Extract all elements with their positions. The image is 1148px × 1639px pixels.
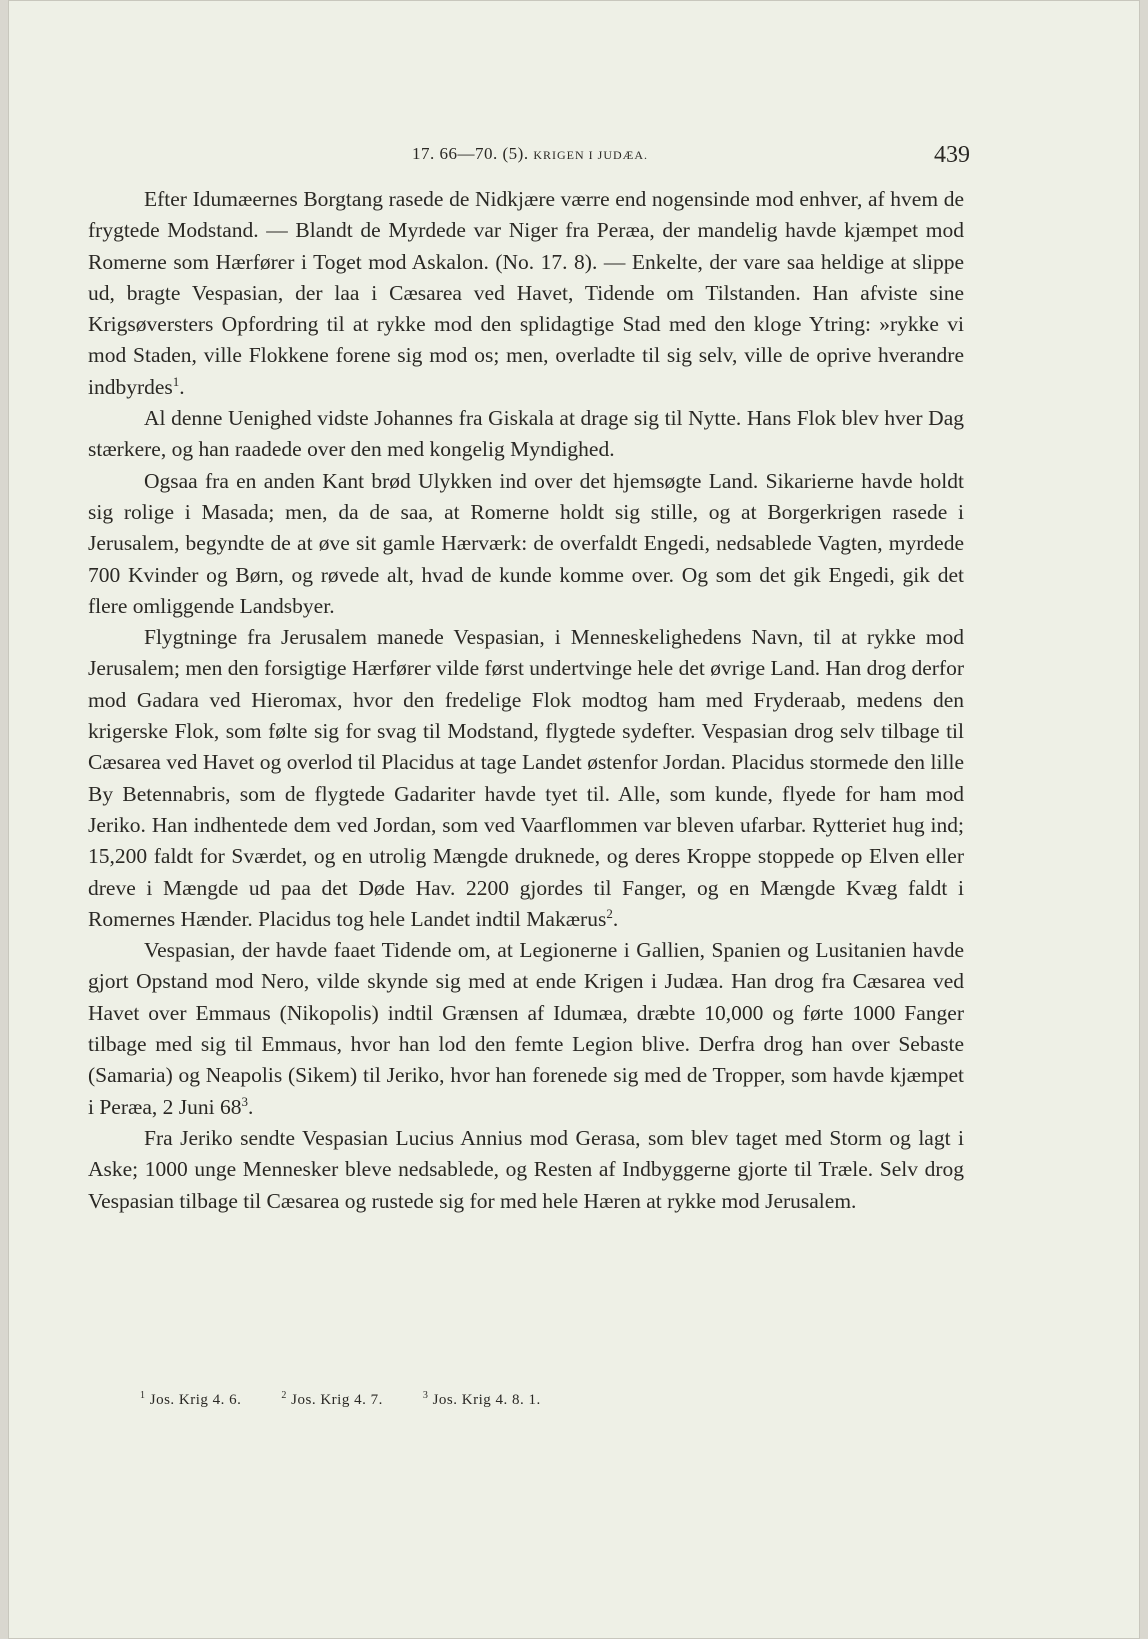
- footnote-mark: 1: [140, 1390, 146, 1401]
- footnote: [423, 1392, 541, 1408]
- footnote: [140, 1392, 241, 1408]
- footnote-text: Jos. Krig 4. 6.: [145, 1392, 242, 1408]
- footnote-ref: 2: [606, 905, 613, 921]
- paragraph-text: Al denne Uenighed vidste Johannes fra Giskala at drage sig til Nytte. Hans Flok blev hver Dag stærkere, og han raadede over den med kongelig Myndighed.: [88, 406, 964, 462]
- footnote-mark: 3: [422, 1390, 429, 1401]
- paragraph: [88, 622, 964, 935]
- paragraph: [88, 466, 964, 622]
- running-head-title: [90, 144, 970, 164]
- chapter-title: KRIGEN I JUDÆA.: [533, 148, 648, 162]
- footnote: [281, 1392, 382, 1408]
- paragraph: [88, 184, 964, 403]
- paragraph: [88, 935, 964, 1123]
- footnotes: [140, 1390, 581, 1409]
- body-text: [88, 184, 964, 1217]
- paragraph: [88, 1123, 964, 1217]
- book-page: [8, 0, 1140, 1639]
- paragraph-text: Fra Jeriko sendte Vespasian Lucius Annius mod Gerasa, som blev taget med Storm og lagt i Aske; 1000 unge Mennesker bleve nedsablede, og Resten af Indbyggerne gjorte til Træle. Selv drog Vespasian tilbage til Cæsarea og rustede sig for med hele Hæren at rykke mod Jerusalem.: [88, 1125, 964, 1213]
- paragraph-text: Vespasian, der havde faaet Tidende om, at Legionerne i Gallien, Spanien og Lusitanien havde gjort Opstand mod Nero, vilde skynde sig med at ende Krigen i Judæa. Han drog fra Cæsarea ved Havet over Emmaus (Nikopolis) indtil Grænsen af Idumæa, dræbte 10,000 og førte 1000 Fanger tilbage med sig til Emmaus, hvor han lod den femte Legion blive. Derfra drog han over Sebaste (Samaria) og Neapolis (Sikem) til Jeriko, hvor han forenede sig med de Tropper, som havde kjæmpet i Peræa, 2 Juni 68: [88, 938, 964, 1119]
- footnote-ref: 1: [172, 373, 180, 389]
- footnote-ref: 3: [241, 1093, 248, 1109]
- paragraph-text: Flygtninge fra Jerusalem manede Vespasian, i Menneskelighedens Navn, til at rykke mod Jerusalem; men den forsigtige Hærfører vilde først undertvinge hele det øvrige Land. Han drog derfor mod Gadara ved Hieromax, hvor den fredelige Flok modtog ham med Fryderaab, medens den krigerske Flok, som følte sig for svag til Modstand, flygtede sydefter. Vespasian drog selv tilbage til Cæsarea ved Havet og overlod til Placidus at tage Landet østenfor Jordan. Placidus stormede den lille By Betennabris, som de flygtede Gadariter havde tyet til. Alle, som kunde, flyede for ham mod Jeriko. Han indhentede dem ved Jordan, som ved Vaarflommen var bleven ufarbar. Rytteriet hug ind; 15,200 faldt for Sværdet, og en utrolig Mængde druknede, og deres Kroppe stoppede op Elven eller dreve i Mængde ud paa det Døde Hav. 2200 gjordes til Fanger, og en Mængde Kvæg faldt i Romernes Hænder. Placidus tog hele Landet indtil Makærus: [88, 625, 964, 931]
- footnote-text: Jos. Krig 4. 8. 1.: [428, 1392, 541, 1408]
- paragraph-text: .: [612, 906, 619, 931]
- paragraph-text: Efter Idumæernes Borgtang rasede de Nidkjære værre end nogensinde mod enhver, af hvem de frygtede Modstand. — Blandt de Myrdede var Niger fra Peræa, der mandelig havde kjæmpet mod Romerne som Hærfører i Toget mod Askalon. (No. 17. 8). — Enkelte, der vare saa heldige at slippe ud, bragte Vespasian, der laa i Cæsarea ved Havet, Tidende om Tilstanden. Han afviste sine Krigsøversters Opfordring til at rykke mod den splidagtige Stad med den kloge Ytring: »rykke vi mod Staden, ville Flokkene forene sig mod os; men, overladte til sig selv, ville de oprive hverandre indbyrdes: [88, 187, 964, 399]
- running-head: [90, 136, 970, 176]
- paragraph-text: .: [247, 1094, 254, 1119]
- chapter-reference: 17. 66—70. (5).: [412, 144, 529, 163]
- paragraph: [88, 403, 964, 466]
- page-number: 439: [934, 142, 970, 168]
- footnote-mark: 2: [281, 1390, 287, 1401]
- footnote-text: Jos. Krig 4. 7.: [286, 1392, 383, 1408]
- paragraph-text: Ogsaa fra en anden Kant brød Ulykken ind over det hjemsøgte Land. Sikarierne havde holdt sig rolige i Masada; men, da de saa, at Romerne holdt sig stille, og at Borgerkrigen rasede i Jerusalem, begyndte de at øve sit gamle Hærværk: de overfaldt Engedi, nedsablede Vagten, myrdede 700 Kvinder og Børn, og røvede alt, hvad de kunde komme over. Og som det gik Engedi, gik det flere omliggende Landsbyer.: [88, 468, 964, 618]
- paragraph-text: .: [179, 374, 185, 399]
